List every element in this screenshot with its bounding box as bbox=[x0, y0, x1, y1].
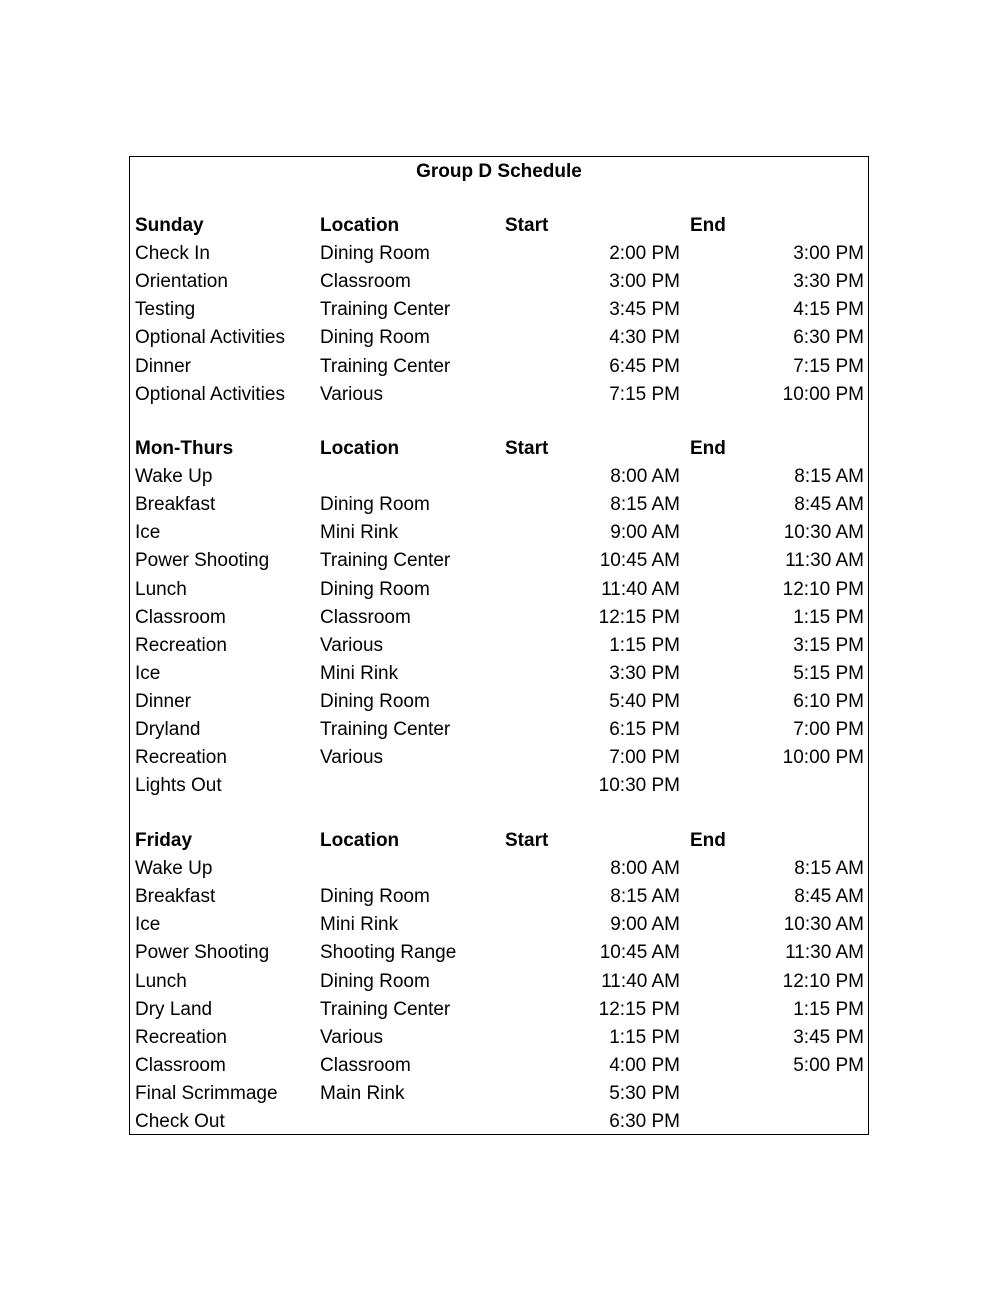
section-day-heading: Mon-Thurs bbox=[135, 438, 234, 459]
section-header bbox=[130, 827, 868, 855]
start-time-cell: 11:40 AM bbox=[601, 578, 680, 600]
start-time-cell: 8:00 AM bbox=[610, 466, 680, 488]
activity-cell: Wake Up bbox=[135, 858, 213, 880]
schedule-row bbox=[130, 519, 868, 547]
activity-cell: Power Shooting bbox=[135, 550, 270, 572]
schedule-row bbox=[130, 1108, 868, 1136]
location-column-header: Location bbox=[320, 215, 400, 236]
schedule-row bbox=[130, 296, 868, 324]
activity-cell: Dinner bbox=[135, 355, 191, 377]
schedule-row bbox=[130, 268, 868, 296]
start-time-cell: 12:15 PM bbox=[598, 998, 680, 1020]
schedule-row bbox=[130, 547, 868, 575]
activity-cell: Ice bbox=[135, 522, 161, 544]
start-time-cell: 8:15 AM bbox=[610, 886, 680, 908]
location-cell: Various bbox=[320, 1026, 384, 1048]
section-header bbox=[130, 435, 868, 463]
schedule-row bbox=[130, 996, 868, 1024]
end-time-cell: 4:15 PM bbox=[793, 299, 864, 321]
activity-cell: Wake Up bbox=[135, 466, 213, 488]
location-column-header: Location bbox=[320, 438, 400, 459]
start-time-cell: 10:45 AM bbox=[599, 942, 680, 964]
schedule-row bbox=[130, 744, 868, 772]
location-cell: Various bbox=[320, 383, 384, 405]
schedule-row bbox=[130, 660, 868, 688]
schedule-row bbox=[130, 939, 868, 967]
schedule-row bbox=[130, 381, 868, 409]
schedule-row bbox=[130, 491, 868, 519]
start-time-cell: 10:45 AM bbox=[599, 550, 680, 572]
section-header bbox=[130, 212, 868, 240]
end-time-cell: 3:30 PM bbox=[793, 271, 864, 293]
activity-cell: Orientation bbox=[135, 271, 228, 293]
end-time-cell: 8:15 AM bbox=[794, 466, 864, 488]
end-time-cell: 3:15 PM bbox=[793, 634, 864, 656]
location-cell: Shooting Range bbox=[320, 942, 457, 964]
schedule-row bbox=[130, 576, 868, 604]
activity-cell: Breakfast bbox=[135, 494, 216, 516]
activity-cell: Check Out bbox=[135, 1111, 225, 1132]
activity-cell: Recreation bbox=[135, 1026, 227, 1048]
end-time-cell: 11:30 AM bbox=[785, 942, 864, 964]
end-column-header: End bbox=[690, 438, 726, 459]
activity-cell: Dinner bbox=[135, 690, 191, 712]
activity-cell: Lunch bbox=[135, 578, 187, 600]
start-time-cell: 4:30 PM bbox=[609, 327, 680, 349]
activity-cell: Lights Out bbox=[135, 775, 222, 797]
location-cell: Training Center bbox=[320, 998, 451, 1020]
activity-cell: Breakfast bbox=[135, 886, 216, 908]
end-time-cell: 1:15 PM bbox=[793, 606, 864, 628]
activity-cell: Dry Land bbox=[135, 998, 213, 1020]
activity-cell: Dryland bbox=[135, 719, 201, 740]
start-time-cell: 3:00 PM bbox=[609, 271, 680, 293]
end-time-cell: 5:00 PM bbox=[793, 1054, 864, 1076]
end-column-header: End bbox=[690, 215, 726, 236]
end-time-cell: 10:30 AM bbox=[783, 914, 864, 936]
activity-cell: Classroom bbox=[135, 1054, 226, 1076]
start-time-cell: 3:30 PM bbox=[609, 662, 680, 684]
location-cell: Dining Room bbox=[320, 970, 430, 992]
start-column-header: Start bbox=[505, 830, 549, 851]
location-cell: Mini Rink bbox=[320, 914, 399, 936]
end-time-cell: 10:00 PM bbox=[782, 383, 864, 405]
schedule-row bbox=[130, 604, 868, 632]
schedule-sheet bbox=[129, 156, 869, 1135]
location-cell: Various bbox=[320, 747, 384, 769]
schedule-row bbox=[130, 772, 868, 800]
schedule-row bbox=[130, 716, 868, 744]
location-cell: Dining Room bbox=[320, 886, 430, 908]
end-time-cell: 5:15 PM bbox=[793, 662, 864, 684]
activity-cell: Ice bbox=[135, 914, 161, 936]
location-cell: Mini Rink bbox=[320, 662, 399, 684]
start-time-cell: 2:00 PM bbox=[609, 243, 680, 265]
end-time-cell: 10:30 AM bbox=[783, 522, 864, 544]
start-time-cell: 6:30 PM bbox=[609, 1111, 680, 1132]
start-time-cell: 6:45 PM bbox=[609, 355, 680, 377]
activity-cell: Testing bbox=[135, 299, 196, 321]
end-time-cell: 8:15 AM bbox=[794, 858, 864, 880]
location-cell: Classroom bbox=[320, 606, 411, 628]
schedule-row bbox=[130, 855, 868, 883]
location-cell: Dining Room bbox=[320, 578, 430, 600]
activity-cell: Lunch bbox=[135, 970, 187, 992]
end-time-cell: 1:15 PM bbox=[793, 998, 864, 1020]
location-cell: Dining Room bbox=[320, 243, 430, 265]
activity-cell: Optional Activities bbox=[135, 383, 285, 405]
location-cell: Classroom bbox=[320, 271, 411, 293]
start-time-cell: 10:30 PM bbox=[598, 775, 680, 797]
end-time-cell: 12:10 PM bbox=[782, 578, 864, 600]
start-time-cell: 7:00 PM bbox=[609, 747, 680, 769]
location-cell: Dining Room bbox=[320, 494, 430, 516]
start-time-cell: 11:40 AM bbox=[601, 970, 680, 992]
schedule-row bbox=[130, 1024, 868, 1052]
start-time-cell: 9:00 AM bbox=[610, 522, 680, 544]
start-time-cell: 4:00 PM bbox=[609, 1054, 680, 1076]
location-cell: Mini Rink bbox=[320, 522, 399, 544]
end-time-cell: 7:15 PM bbox=[793, 355, 864, 377]
location-cell: Training Center bbox=[320, 299, 451, 321]
schedule-row bbox=[130, 463, 868, 491]
start-time-cell: 12:15 PM bbox=[598, 606, 680, 628]
activity-cell: Final Scrimmage bbox=[135, 1082, 278, 1104]
location-cell: Classroom bbox=[320, 1054, 411, 1076]
location-cell: Dining Room bbox=[320, 327, 430, 349]
section-day-heading: Friday bbox=[135, 830, 193, 851]
location-column-header: Location bbox=[320, 830, 400, 851]
schedule-row bbox=[130, 911, 868, 939]
start-time-cell: 8:00 AM bbox=[610, 858, 680, 880]
schedule-row bbox=[130, 883, 868, 911]
location-cell: Main Rink bbox=[320, 1082, 405, 1104]
end-time-cell: 3:00 PM bbox=[793, 243, 864, 265]
start-time-cell: 9:00 AM bbox=[610, 914, 680, 936]
start-column-header: Start bbox=[505, 215, 549, 236]
start-time-cell: 5:40 PM bbox=[609, 690, 680, 712]
location-cell: Various bbox=[320, 634, 384, 656]
schedule-row bbox=[130, 1080, 868, 1108]
schedule-row bbox=[130, 353, 868, 381]
activity-cell: Recreation bbox=[135, 747, 227, 769]
end-column-header: End bbox=[690, 830, 726, 851]
activity-cell: Check In bbox=[135, 243, 210, 265]
end-time-cell: 12:10 PM bbox=[782, 970, 864, 992]
schedule-row bbox=[130, 240, 868, 268]
location-cell: Dining Room bbox=[320, 690, 430, 712]
start-time-cell: 6:15 PM bbox=[609, 719, 680, 740]
start-time-cell: 1:15 PM bbox=[609, 1026, 680, 1048]
start-time-cell: 7:15 PM bbox=[609, 383, 680, 405]
start-time-cell: 5:30 PM bbox=[609, 1082, 680, 1104]
start-column-header: Start bbox=[505, 438, 549, 459]
schedule-row bbox=[130, 324, 868, 352]
location-cell: Training Center bbox=[320, 550, 451, 572]
location-cell: Training Center bbox=[320, 355, 451, 377]
end-time-cell: 7:00 PM bbox=[793, 719, 864, 740]
end-time-cell: 8:45 AM bbox=[794, 886, 864, 908]
start-time-cell: 3:45 PM bbox=[609, 299, 680, 321]
activity-cell: Recreation bbox=[135, 634, 227, 656]
end-time-cell: 11:30 AM bbox=[785, 550, 864, 572]
end-time-cell: 3:45 PM bbox=[793, 1026, 864, 1048]
end-time-cell: 6:30 PM bbox=[793, 327, 864, 349]
page-title: Group D Schedule bbox=[416, 161, 582, 182]
schedule-row bbox=[130, 1052, 868, 1080]
end-time-cell: 6:10 PM bbox=[793, 690, 864, 712]
start-time-cell: 8:15 AM bbox=[610, 494, 680, 516]
schedule-row bbox=[130, 968, 868, 996]
end-time-cell: 10:00 PM bbox=[782, 747, 864, 769]
schedule-row bbox=[130, 688, 868, 716]
section-day-heading: Sunday bbox=[135, 215, 204, 236]
activity-cell: Ice bbox=[135, 662, 161, 684]
start-time-cell: 1:15 PM bbox=[609, 634, 680, 656]
activity-cell: Classroom bbox=[135, 606, 226, 628]
activity-cell: Optional Activities bbox=[135, 327, 285, 349]
location-cell: Training Center bbox=[320, 719, 451, 740]
activity-cell: Power Shooting bbox=[135, 942, 270, 964]
end-time-cell: 8:45 AM bbox=[794, 494, 864, 516]
schedule-row bbox=[130, 632, 868, 660]
